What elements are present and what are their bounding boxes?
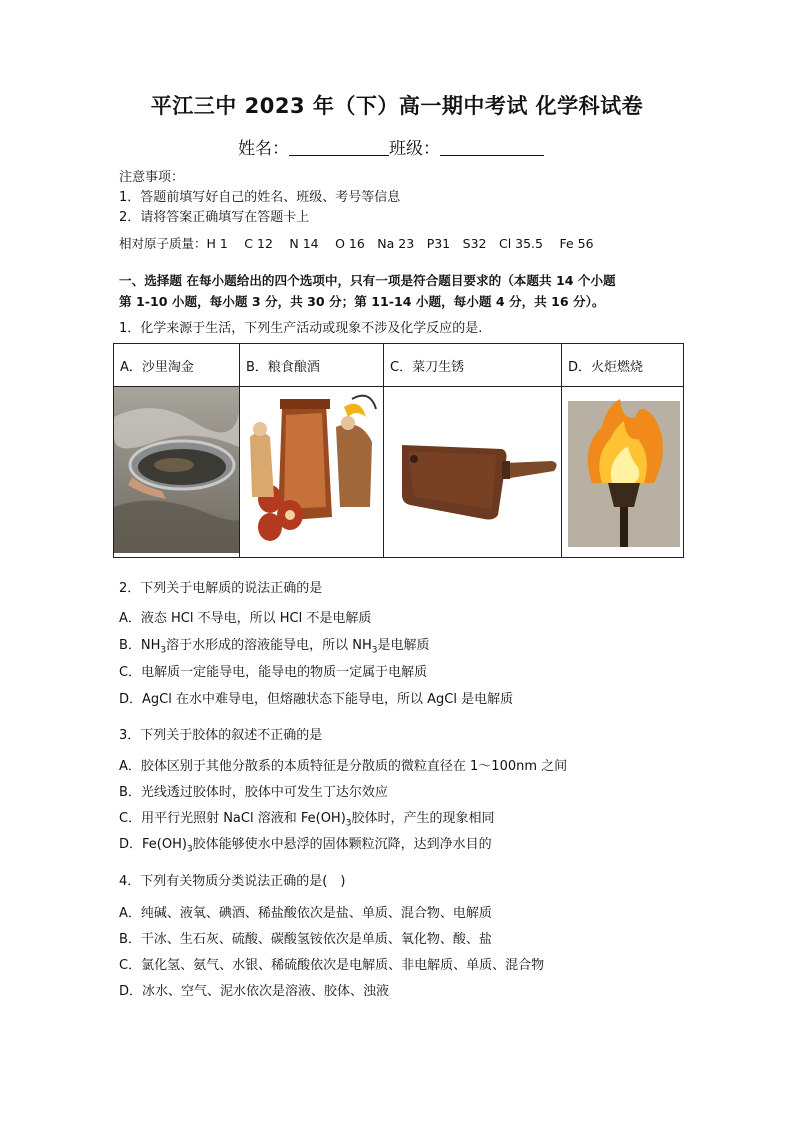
q3-option-d	[119, 833, 492, 855]
gold-panning-photo	[114, 387, 240, 558]
q2-option-a: A．液态 HCl 不导电，所以 HCl 不是电解质	[119, 611, 372, 626]
q1-option-c: C．菜刀生锈	[384, 344, 562, 387]
torch-fire-photo	[562, 387, 684, 558]
note-item-1: 1．答题前填写好自己的姓名、班级、考号等信息	[119, 190, 401, 205]
q4-stem: 4．下列有关物质分类说法正确的是( )	[119, 874, 346, 889]
q1-options-table	[113, 343, 684, 558]
q4-option-a: A．纯碱、液氧、碘酒、稀盐酸依次是盐、单质、混合物、电解质	[119, 906, 492, 921]
q4-option-d: D．冰水、空气、泥水依次是溶液、胶体、浊液	[119, 984, 390, 999]
wine-brewing-image	[240, 387, 383, 553]
q2-option-d: D．AgCl 在水中难导电，但熔融状态下能导电，所以 AgCl 是电解质	[119, 692, 514, 707]
class-label: 班级：	[389, 139, 440, 159]
section1-line1: 一、选择题 在每小题给出的四个选项中，只有一项是符合题目要求的（本题共 14 个小题	[119, 273, 616, 288]
q2-stem: 2．下列关于电解质的说法正确的是	[119, 581, 323, 596]
q3-stem: 3．下列关于胶体的叙述不正确的是	[119, 728, 323, 743]
q2-b-part1: B．NH	[119, 638, 161, 653]
q3-d-part1: D．Fe(OH)	[119, 837, 187, 852]
atomic-mass-line: 相对原子质量：H 1 C 12 N 14 O 16 Na 23 P31 S32 Cl 35.5 Fe 56	[119, 236, 594, 251]
gold-panning-image	[114, 387, 239, 553]
q4-option-b: B．干冰、生石灰、硫酸、碳酸氢铵依次是单质、氧化物、酸、盐	[119, 932, 492, 947]
q2-b-sub2: 3	[371, 645, 378, 656]
note-item-2: 2．请将答案正确填写在答题卡上	[119, 210, 310, 225]
class-blank[interactable]	[440, 139, 544, 156]
q2-option-b	[119, 634, 430, 656]
q3-option-a: A．胶体区别于其他分散系的本质特征是分散质的微粒直径在 1～100nm 之间	[119, 759, 568, 774]
q1-stem: 1．化学来源于生活，下列生产活动或现象不涉及化学反应的是.	[119, 321, 483, 336]
q1-option-b: B．粮食酿酒	[240, 344, 384, 387]
q3-c-part2: 胶体时，产生的现象相同	[351, 811, 495, 826]
q2-b-sub1: 3	[160, 645, 167, 656]
q1-option-d: D．火炬燃烧	[562, 344, 684, 387]
exam-title: 平江三中 2023 年（下）高一期中考试 化学科试卷	[150, 94, 644, 118]
torch-fire-image	[562, 387, 683, 553]
q3-d-sub: 3	[186, 844, 193, 855]
q1-option-a: A．沙里淘金	[114, 344, 240, 387]
q2-option-c: C．电解质一定能导电，能导电的物质一定属于电解质	[119, 665, 428, 680]
section1-line2: 第 1-10 小题，每小题 3 分，共 30 分；第 11-14 小题，每小题 4 分，共 16 分）。	[119, 294, 605, 309]
q3-option-c	[119, 807, 495, 829]
rusty-cleaver-image	[384, 387, 561, 553]
q2-b-part3: 是电解质	[377, 638, 430, 653]
name-class-line	[238, 134, 544, 159]
q3-option-b: B．光线透过胶体时，胶体中可发生丁达尔效应	[119, 785, 388, 800]
rusty-cleaver-photo	[384, 387, 562, 558]
q2-b-part2: 溶于水形成的溶液能导电，所以 NH	[166, 638, 372, 653]
name-label: 姓名：	[238, 139, 289, 159]
q4-option-c: C．氯化氢、氨气、水银、稀硫酸依次是电解质、非电解质、单质、混合物	[119, 958, 545, 973]
notes-heading: 注意事项：	[119, 170, 185, 185]
q3-c-sub: 3	[345, 818, 352, 829]
q3-c-part1: C．用平行光照射 NaCl 溶液和 Fe(OH)	[119, 811, 346, 826]
q3-d-part2: 胶体能够使水中悬浮的固体颗粒沉降，达到净水目的	[192, 837, 492, 852]
name-blank[interactable]	[289, 139, 389, 156]
wine-brewing-illustration	[240, 387, 384, 558]
